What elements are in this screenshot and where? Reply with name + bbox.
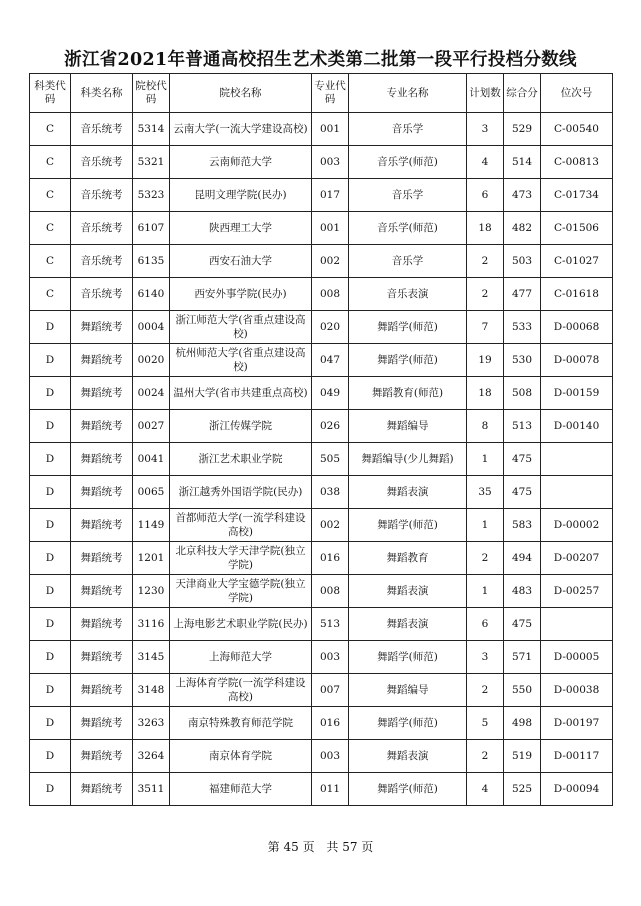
- cell-major-name: 舞蹈表演: [349, 575, 467, 608]
- cell-rank: D-00207: [541, 542, 613, 575]
- table-row: [30, 113, 613, 146]
- cell-category-code: C: [30, 278, 71, 311]
- cell-category-name: 舞蹈统考: [71, 773, 133, 806]
- cell-category-code: D: [30, 608, 71, 641]
- cell-plan-count: 2: [467, 740, 504, 773]
- cell-rank: D-00159: [541, 377, 613, 410]
- cell-school-code: 3263: [133, 707, 170, 740]
- cell-category-code: D: [30, 542, 71, 575]
- cell-major-code: 008: [312, 278, 349, 311]
- cell-category-code: C: [30, 212, 71, 245]
- cell-rank: D-00094: [541, 773, 613, 806]
- header-plan-count: 计划数: [467, 74, 504, 113]
- cell-school-code: 5323: [133, 179, 170, 212]
- cell-plan-count: 2: [467, 278, 504, 311]
- cell-category-code: D: [30, 707, 71, 740]
- cell-category-name: 舞蹈统考: [71, 608, 133, 641]
- table-row: [30, 740, 613, 773]
- cell-major-code: 016: [312, 707, 349, 740]
- cell-school-code: 0024: [133, 377, 170, 410]
- cell-category-code: D: [30, 344, 71, 377]
- cell-category-code: D: [30, 641, 71, 674]
- cell-school-name: 南京体育学院: [170, 740, 312, 773]
- cell-category-name: 舞蹈统考: [71, 740, 133, 773]
- cell-school-name: 上海师范大学: [170, 641, 312, 674]
- cell-rank: [541, 476, 613, 509]
- cell-major-code: 007: [312, 674, 349, 707]
- table-row: [30, 179, 613, 212]
- cell-total-score: 529: [504, 113, 541, 146]
- cell-total-score: 514: [504, 146, 541, 179]
- cell-total-score: 519: [504, 740, 541, 773]
- cell-rank: D-00257: [541, 575, 613, 608]
- cell-school-name: 西安外事学院(民办): [170, 278, 312, 311]
- cell-school-name: 福建师范大学: [170, 773, 312, 806]
- cell-major-code: 049: [312, 377, 349, 410]
- cell-category-code: D: [30, 311, 71, 344]
- cell-category-code: D: [30, 740, 71, 773]
- header-school-code: 院校代码: [133, 74, 170, 113]
- cell-rank: D-00197: [541, 707, 613, 740]
- cell-major-name: 舞蹈教育: [349, 542, 467, 575]
- cell-rank: [541, 443, 613, 476]
- cell-rank: C-00813: [541, 146, 613, 179]
- table-row: [30, 773, 613, 806]
- cell-major-code: 016: [312, 542, 349, 575]
- cell-major-code: 003: [312, 641, 349, 674]
- cell-category-code: C: [30, 146, 71, 179]
- cell-major-code: 017: [312, 179, 349, 212]
- table-row: [30, 608, 613, 641]
- cell-total-score: 583: [504, 509, 541, 542]
- cell-school-code: 1149: [133, 509, 170, 542]
- cell-plan-count: 4: [467, 773, 504, 806]
- cell-category-code: D: [30, 476, 71, 509]
- cell-school-name: 浙江师范大学(省重点建设高校): [170, 311, 312, 344]
- cell-category-name: 舞蹈统考: [71, 509, 133, 542]
- cell-major-code: 505: [312, 443, 349, 476]
- cell-rank: D-00140: [541, 410, 613, 443]
- cell-major-name: 舞蹈编导: [349, 410, 467, 443]
- table-row: [30, 542, 613, 575]
- table-row: [30, 212, 613, 245]
- cell-plan-count: 2: [467, 245, 504, 278]
- cell-major-name: 舞蹈学(师范): [349, 707, 467, 740]
- cell-total-score: 494: [504, 542, 541, 575]
- cell-school-code: 0041: [133, 443, 170, 476]
- cell-school-name: 上海体育学院(一流学科建设高校): [170, 674, 312, 707]
- cell-school-code: 5321: [133, 146, 170, 179]
- cell-school-code: 1201: [133, 542, 170, 575]
- cell-major-name: 音乐学: [349, 245, 467, 278]
- cell-school-name: 陕西理工大学: [170, 212, 312, 245]
- header-total-score: 综合分: [504, 74, 541, 113]
- cell-school-name: 云南师范大学: [170, 146, 312, 179]
- cell-total-score: 571: [504, 641, 541, 674]
- cell-category-name: 音乐统考: [71, 146, 133, 179]
- cell-school-code: 0004: [133, 311, 170, 344]
- cell-school-name: 云南大学(一流大学建设高校): [170, 113, 312, 146]
- cell-total-score: 498: [504, 707, 541, 740]
- cell-category-name: 舞蹈统考: [71, 410, 133, 443]
- cell-school-name: 南京特殊教育师范学院: [170, 707, 312, 740]
- cell-school-code: 3145: [133, 641, 170, 674]
- cell-major-code: 026: [312, 410, 349, 443]
- cell-school-name: 西安石油大学: [170, 245, 312, 278]
- cell-total-score: 473: [504, 179, 541, 212]
- table-row: [30, 509, 613, 542]
- cell-school-name: 浙江越秀外国语学院(民办): [170, 476, 312, 509]
- cell-major-name: 音乐学(师范): [349, 146, 467, 179]
- cell-category-name: 舞蹈统考: [71, 575, 133, 608]
- cell-school-code: 6107: [133, 212, 170, 245]
- cell-total-score: 475: [504, 443, 541, 476]
- cell-total-score: 475: [504, 608, 541, 641]
- cell-rank: D-00078: [541, 344, 613, 377]
- cell-major-name: 舞蹈学(师范): [349, 311, 467, 344]
- cell-major-name: 舞蹈学(师范): [349, 344, 467, 377]
- cell-plan-count: 3: [467, 641, 504, 674]
- header-category-name: 科类名称: [71, 74, 133, 113]
- cell-school-code: 1230: [133, 575, 170, 608]
- cell-plan-count: 2: [467, 542, 504, 575]
- cell-major-code: 047: [312, 344, 349, 377]
- cell-major-name: 音乐学: [349, 113, 467, 146]
- cell-major-code: 020: [312, 311, 349, 344]
- cell-school-code: 5314: [133, 113, 170, 146]
- table-row: [30, 476, 613, 509]
- cell-plan-count: 1: [467, 443, 504, 476]
- cell-major-code: 001: [312, 113, 349, 146]
- cell-plan-count: 7: [467, 311, 504, 344]
- cell-major-name: 舞蹈教育(师范): [349, 377, 467, 410]
- cell-category-name: 音乐统考: [71, 212, 133, 245]
- cell-total-score: 477: [504, 278, 541, 311]
- cell-category-name: 舞蹈统考: [71, 344, 133, 377]
- table-body: [30, 113, 613, 806]
- cell-total-score: 475: [504, 476, 541, 509]
- cell-plan-count: 2: [467, 674, 504, 707]
- table-row: [30, 641, 613, 674]
- table-row: [30, 344, 613, 377]
- cell-major-code: 038: [312, 476, 349, 509]
- cell-school-code: 0027: [133, 410, 170, 443]
- cell-school-name: 杭州师范大学(省重点建设高校): [170, 344, 312, 377]
- cell-category-code: D: [30, 377, 71, 410]
- cell-category-code: C: [30, 113, 71, 146]
- cell-plan-count: 18: [467, 377, 504, 410]
- cell-plan-count: 3: [467, 113, 504, 146]
- cell-major-name: 舞蹈编导(少儿舞蹈): [349, 443, 467, 476]
- cell-major-code: 003: [312, 146, 349, 179]
- cell-plan-count: 19: [467, 344, 504, 377]
- cell-total-score: 483: [504, 575, 541, 608]
- cell-rank: D-00038: [541, 674, 613, 707]
- cell-category-code: D: [30, 575, 71, 608]
- cell-plan-count: 35: [467, 476, 504, 509]
- cell-category-name: 舞蹈统考: [71, 377, 133, 410]
- cell-school-code: 6140: [133, 278, 170, 311]
- cell-major-code: 513: [312, 608, 349, 641]
- cell-category-name: 舞蹈统考: [71, 311, 133, 344]
- header-major-code: 专业代码: [312, 74, 349, 113]
- table-row: [30, 311, 613, 344]
- cell-major-code: 003: [312, 740, 349, 773]
- table-row: [30, 707, 613, 740]
- cell-total-score: 525: [504, 773, 541, 806]
- cell-category-code: D: [30, 410, 71, 443]
- cell-category-name: 舞蹈统考: [71, 443, 133, 476]
- cell-major-name: 音乐学: [349, 179, 467, 212]
- cell-category-name: 音乐统考: [71, 113, 133, 146]
- cell-school-name: 浙江艺术职业学院: [170, 443, 312, 476]
- table-header-row: [30, 74, 613, 113]
- cell-school-code: 3511: [133, 773, 170, 806]
- cell-rank: C-01618: [541, 278, 613, 311]
- page-total: 共 57 页: [326, 840, 374, 854]
- cell-category-name: 舞蹈统考: [71, 476, 133, 509]
- cell-major-name: 舞蹈学(师范): [349, 509, 467, 542]
- table-row: [30, 377, 613, 410]
- cell-total-score: 513: [504, 410, 541, 443]
- table-row: [30, 146, 613, 179]
- cell-major-code: 002: [312, 509, 349, 542]
- header-category-code: 科类代码: [30, 74, 71, 113]
- header-rank: 位次号: [541, 74, 613, 113]
- cell-category-code: D: [30, 509, 71, 542]
- cell-rank: C-01734: [541, 179, 613, 212]
- cell-major-name: 音乐表演: [349, 278, 467, 311]
- cell-school-name: 浙江传媒学院: [170, 410, 312, 443]
- cell-category-name: 舞蹈统考: [71, 542, 133, 575]
- cell-major-name: 舞蹈表演: [349, 740, 467, 773]
- cell-rank: D-00117: [541, 740, 613, 773]
- cell-total-score: 482: [504, 212, 541, 245]
- cell-total-score: 530: [504, 344, 541, 377]
- cell-school-code: 6135: [133, 245, 170, 278]
- cell-rank: D-00005: [541, 641, 613, 674]
- cell-school-name: 上海电影艺术职业学院(民办): [170, 608, 312, 641]
- header-major-name: 专业名称: [349, 74, 467, 113]
- cell-major-name: 舞蹈表演: [349, 608, 467, 641]
- cell-category-code: D: [30, 674, 71, 707]
- cell-major-name: 舞蹈表演: [349, 476, 467, 509]
- cell-category-code: C: [30, 179, 71, 212]
- cell-rank: C-00540: [541, 113, 613, 146]
- page-number: 第 45 页: [267, 840, 315, 854]
- cell-school-code: 3148: [133, 674, 170, 707]
- cell-plan-count: 18: [467, 212, 504, 245]
- cell-major-name: 舞蹈编导: [349, 674, 467, 707]
- cell-school-name: 北京科技大学天津学院(独立学院): [170, 542, 312, 575]
- table-row: [30, 245, 613, 278]
- cell-category-code: C: [30, 245, 71, 278]
- cell-major-code: 002: [312, 245, 349, 278]
- cell-rank: C-01027: [541, 245, 613, 278]
- cell-total-score: 533: [504, 311, 541, 344]
- cell-school-name: 昆明文理学院(民办): [170, 179, 312, 212]
- table-row: [30, 443, 613, 476]
- cell-category-code: D: [30, 773, 71, 806]
- cell-school-name: 天津商业大学宝德学院(独立学院): [170, 575, 312, 608]
- cell-plan-count: 4: [467, 146, 504, 179]
- page-title: 浙江省2021年普通高校招生艺术类第二批第一段平行投档分数线: [64, 50, 577, 70]
- cell-rank: D-00068: [541, 311, 613, 344]
- cell-category-name: 舞蹈统考: [71, 674, 133, 707]
- cell-rank: C-01506: [541, 212, 613, 245]
- cell-major-code: 008: [312, 575, 349, 608]
- cell-school-code: 0065: [133, 476, 170, 509]
- header-school-name: 院校名称: [170, 74, 312, 113]
- cell-school-code: 0020: [133, 344, 170, 377]
- cell-plan-count: 1: [467, 575, 504, 608]
- cell-major-name: 舞蹈学(师范): [349, 641, 467, 674]
- cell-rank: [541, 608, 613, 641]
- cell-category-name: 音乐统考: [71, 245, 133, 278]
- table-row: [30, 674, 613, 707]
- cell-category-name: 音乐统考: [71, 278, 133, 311]
- cell-plan-count: 5: [467, 707, 504, 740]
- cell-school-name: 温州大学(省市共建重点高校): [170, 377, 312, 410]
- cell-major-name: 音乐学(师范): [349, 212, 467, 245]
- cell-rank: D-00002: [541, 509, 613, 542]
- cell-major-code: 001: [312, 212, 349, 245]
- cell-plan-count: 8: [467, 410, 504, 443]
- cell-plan-count: 1: [467, 509, 504, 542]
- cell-category-code: D: [30, 443, 71, 476]
- cell-category-name: 舞蹈统考: [71, 707, 133, 740]
- cell-school-code: 3264: [133, 740, 170, 773]
- cell-major-code: 011: [312, 773, 349, 806]
- cell-total-score: 550: [504, 674, 541, 707]
- cell-plan-count: 6: [467, 179, 504, 212]
- cell-category-name: 音乐统考: [71, 179, 133, 212]
- admission-score-table: [29, 73, 613, 806]
- page-footer: [0, 838, 641, 855]
- cell-total-score: 508: [504, 377, 541, 410]
- cell-school-code: 3116: [133, 608, 170, 641]
- cell-total-score: 503: [504, 245, 541, 278]
- cell-major-name: 舞蹈学(师范): [349, 773, 467, 806]
- cell-category-name: 舞蹈统考: [71, 641, 133, 674]
- cell-school-name: 首都师范大学(一流学科建设高校): [170, 509, 312, 542]
- cell-plan-count: 6: [467, 608, 504, 641]
- table-row: [30, 575, 613, 608]
- table-row: [30, 278, 613, 311]
- table-row: [30, 410, 613, 443]
